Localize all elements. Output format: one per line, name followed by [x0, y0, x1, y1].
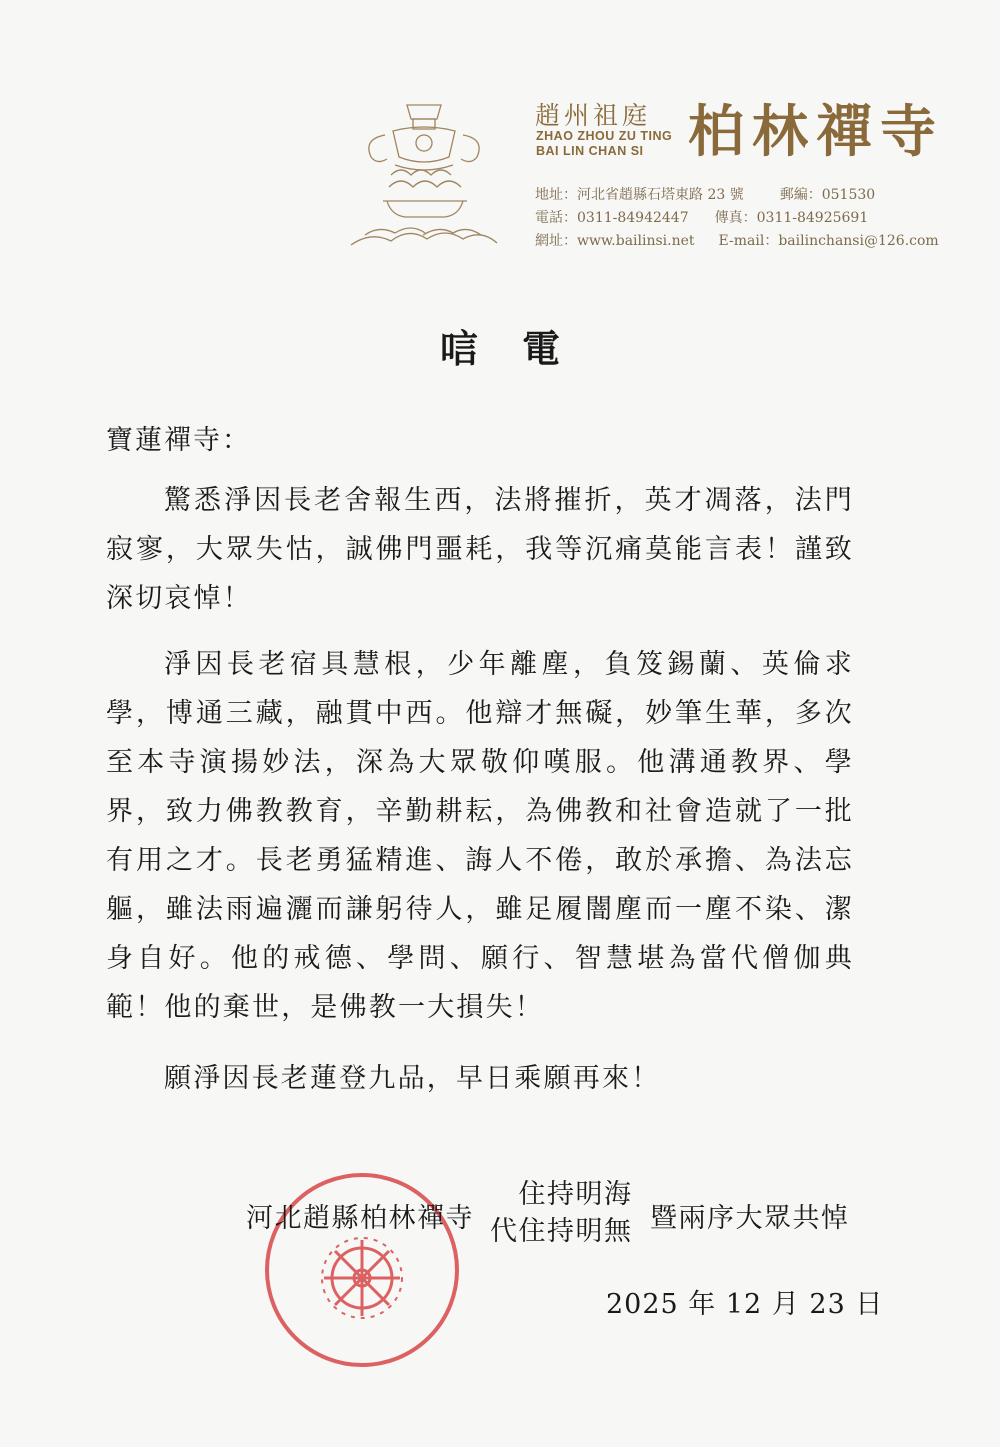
temple-brand-name: 柏林禪寺 [688, 99, 944, 165]
recipient: 寶蓮禪寺： [106, 425, 251, 456]
letterhead-name-en-line2: BAI LIN CHAN SI [536, 144, 644, 158]
signature-abbot: 住持明海 [518, 1179, 633, 1210]
signature-organization: 河北趙縣柏林禪寺 [246, 1203, 474, 1234]
paragraph-2: 淨因長老宿具慧根，少年離塵，負笈錫蘭、英倫求學，博通三藏，融貫中西。他辯才無礙，妙筆生華，多次至本寺演揚妙法，深為大眾敬仰嘆服。他溝通教界、學界，致力佛教教育，辛勤耕耘，為佛教和社會造就了一批有用之才。長老勇猛精進、誨人不倦，敢於承擔、為法忘軀，雖法雨遍灑而謙躬待人，雖足履闇塵而一塵不染、潔身自好。他的戒德、學問、願行、智慧堪為當代僧伽典範！他的棄世，是佛教一大損失！ [106, 649, 854, 1023]
address: 地址：河北省趙縣石塔東路 23 號 [535, 187, 744, 203]
contact-line-phone [535, 207, 868, 227]
signature-closing: 暨兩序大眾共悼 [650, 1203, 850, 1234]
contact-line-web [535, 230, 939, 250]
paragraph-1: 驚悉淨因長老舍報生西，法將摧折，英才凋落，法門寂寥，大眾失怙，誠佛門噩耗，我等沉痛莫能言表！謹致深切哀悼！ [106, 485, 854, 614]
letterhead-name-zh: 趙州祖庭 [535, 101, 652, 130]
document-title: 唁電 [439, 327, 604, 371]
phone: 電話：0311-84942447 [535, 210, 689, 226]
paragraph-3: 願淨因長老蓮登九品，早日乘願再來！ [164, 1063, 661, 1094]
contact-line-address [535, 184, 875, 204]
signature-names [490, 1176, 633, 1250]
letterhead-name-en-line1: ZHAO ZHOU ZU TING [536, 129, 673, 143]
postcode: 郵編：051530 [779, 187, 876, 203]
letter-date: 2025 年 12 月 23 日 [606, 1289, 884, 1320]
email: E-mail：bailinchansi@126.com [718, 233, 939, 249]
fax: 傳真：0311-84925691 [714, 210, 869, 226]
website: 網址：www.bailinsi.net [535, 233, 695, 249]
signature-acting-abbot: 代住持明無 [490, 1216, 633, 1247]
temple-emblem-icon [345, 95, 500, 250]
